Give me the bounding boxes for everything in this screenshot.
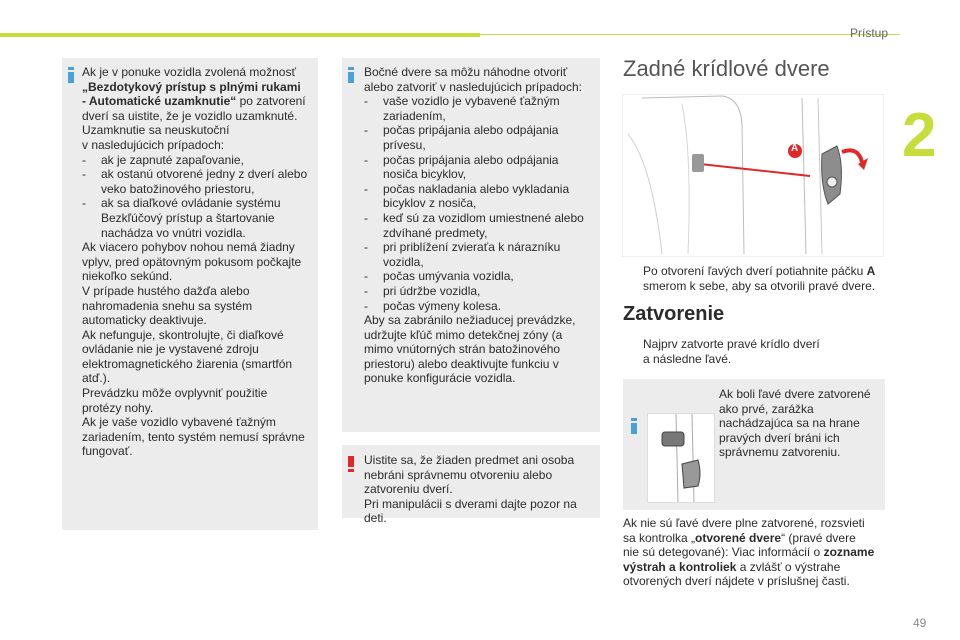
text-line: Aby sa zabránilo nežiaducej prevádzke, <box>364 313 576 328</box>
chapter-number: 2 <box>902 101 937 170</box>
list-item: - ak ostanú otvorené jedny z dverí alebo veko batožinového priestoru, <box>82 167 308 196</box>
text-line: niekoľko sekúnd. <box>82 269 173 284</box>
checkbox-icon <box>623 264 643 293</box>
info-icon <box>68 67 74 83</box>
section-label: Prístup <box>849 26 888 40</box>
text-line: ovládanie nie je vystavené zdroju <box>82 342 259 357</box>
page-number: 49 <box>913 616 927 630</box>
subsection-title: Zatvorenie <box>623 303 725 325</box>
text-line: fungovať. <box>82 444 133 459</box>
text-line: v nasledujúcich prípadoch: <box>82 137 225 152</box>
header-rule <box>480 34 900 35</box>
text-line: V prípade hustého dažďa alebo <box>82 283 250 298</box>
section-title: Zadné krídlové dvere <box>623 56 830 81</box>
text-line: nebráni správnemu otvoreniu alebo <box>364 467 553 482</box>
text-line: ponuke konfigurácie vozidla. <box>364 371 516 386</box>
text-line: atď.). <box>82 371 111 386</box>
text-line: Ak je v ponuke vozidla zvolená možnosť <box>82 65 296 79</box>
warning-icon <box>348 456 354 472</box>
door-illustration <box>622 94 884 257</box>
text-line: Ak je vaše vozidlo vybavené ťažným <box>82 415 276 430</box>
text-line: priestoru) alebo deaktivujte funkciu v <box>364 356 559 371</box>
info-icon <box>348 67 354 83</box>
list-item: - počas pripájania alebo odpájania nosiča bicyklov, <box>364 152 559 182</box>
text-line: - Automatické uzamknutie“ po zatvorení <box>82 94 306 109</box>
list-item: - keď sú za vozidlom umiestnené alebo zdvíhané predmety, <box>364 210 584 240</box>
text-line: udržujte kľúč mimo detekčnej zóny (a <box>364 327 563 342</box>
text-line: nahromadenia snehu sa systém <box>82 298 253 313</box>
warning-box <box>342 445 600 526</box>
info-box-stopper <box>623 379 885 510</box>
text-line: protézy nohy. <box>82 400 154 415</box>
list-item: - pri údržbe vozidla, <box>364 283 481 298</box>
text-line: vplyv, pred opätovným pokusom počkajte <box>82 254 302 269</box>
text-line: zatvoreniu dverí. <box>364 482 453 497</box>
text-line: alebo zatvoriť v nasledujúcich prípadoch: <box>364 79 582 94</box>
text-line: deti. <box>364 511 387 526</box>
list-item: - počas výmeny kolesa. <box>364 298 502 313</box>
figure-label-a: A <box>791 143 799 154</box>
list-item: - ak je zapnuté zapaľovanie, <box>82 152 244 167</box>
text-line: Uistite sa, že žiaden predmet ani osoba <box>364 453 575 467</box>
list-item: - počas pripájania alebo odpájania prívesu, <box>364 123 559 152</box>
text-line: správnemu zatvoreniu. <box>719 445 841 460</box>
list-item: - ak sa diaľkové ovládanie systému Bezkľúčový prístup a štartovanie nachádza vo vnútri vozidla. <box>82 196 281 240</box>
text-line: elektromagnetického žiarenia (smartfón <box>82 356 293 371</box>
info-box-side-doors <box>342 58 600 432</box>
door-warning-paragraph: Ak nie sú ľavé dvere plne zatvorené, rozsvieti sa kontrolka „otvorené dvere“ (pravé dvere nie sú detegované): Viac informácií o zozname výstrah a kontroliek a zvlášť o výstrahe otvorených dverí nájdete v príslušnej časti. <box>623 516 875 589</box>
text-line: pravých dverí bráni ich <box>719 430 840 445</box>
list-item: - počas umývania vozidla, <box>364 269 514 284</box>
instruction-open: Po otvorení ľavých dverí potiahnite páčku A smerom k sebe, aby sa otvorili pravé dvere. <box>623 264 891 293</box>
list-item: - vaše vozidlo je vybavené ťažným zariadením, <box>364 94 560 123</box>
info-icon <box>631 418 637 434</box>
instruction-close: Najprv zatvorte pravé krídlo dverí a následne ľavé. <box>623 337 891 366</box>
text-line: Ak nefunguje, skontrolujte, či diaľkové <box>82 327 284 342</box>
text-line: ako prvé, zarážka <box>719 401 814 416</box>
text-line: Prevádzku môže ovplyvniť použitie <box>82 386 268 401</box>
text-line: Bočné dvere sa môžu náhodne otvoriť <box>364 65 568 79</box>
text-line: Ak viacero pohybov nohou nemá žiadny <box>82 240 295 255</box>
list-item: - pri priblížení zvieraťa k nárazníku vozidla, <box>364 240 561 269</box>
text-line: Pri manipulácii s dverami dajte pozor na <box>364 496 577 511</box>
text-line: Ak boli ľavé dvere zatvorené <box>719 387 871 401</box>
header-accent-bar <box>0 33 480 37</box>
text-line: mimo vnútorných strán batožinového <box>364 342 561 357</box>
text-line: automaticky deaktivuje. <box>82 313 207 328</box>
checkbox-icon <box>623 337 643 366</box>
list-item: - počas nakladania alebo vykladania bicyklov z nosiča, <box>364 181 570 211</box>
text-line: dverí sa uistite, že je vozidlo uzamknuté. <box>82 108 298 123</box>
text-line: zariadením, tento systém nemusí správne <box>82 429 305 444</box>
stopper-illustration <box>647 413 715 503</box>
text-line: nachádzajúca sa na hrane <box>719 416 860 431</box>
text-line: „Bezdotykový prístup s plnými rukami <box>82 79 301 94</box>
text-line: Uzamknutie sa neuskutoční <box>82 123 230 138</box>
info-box-handsfree <box>62 58 318 530</box>
door-figure <box>622 94 884 257</box>
